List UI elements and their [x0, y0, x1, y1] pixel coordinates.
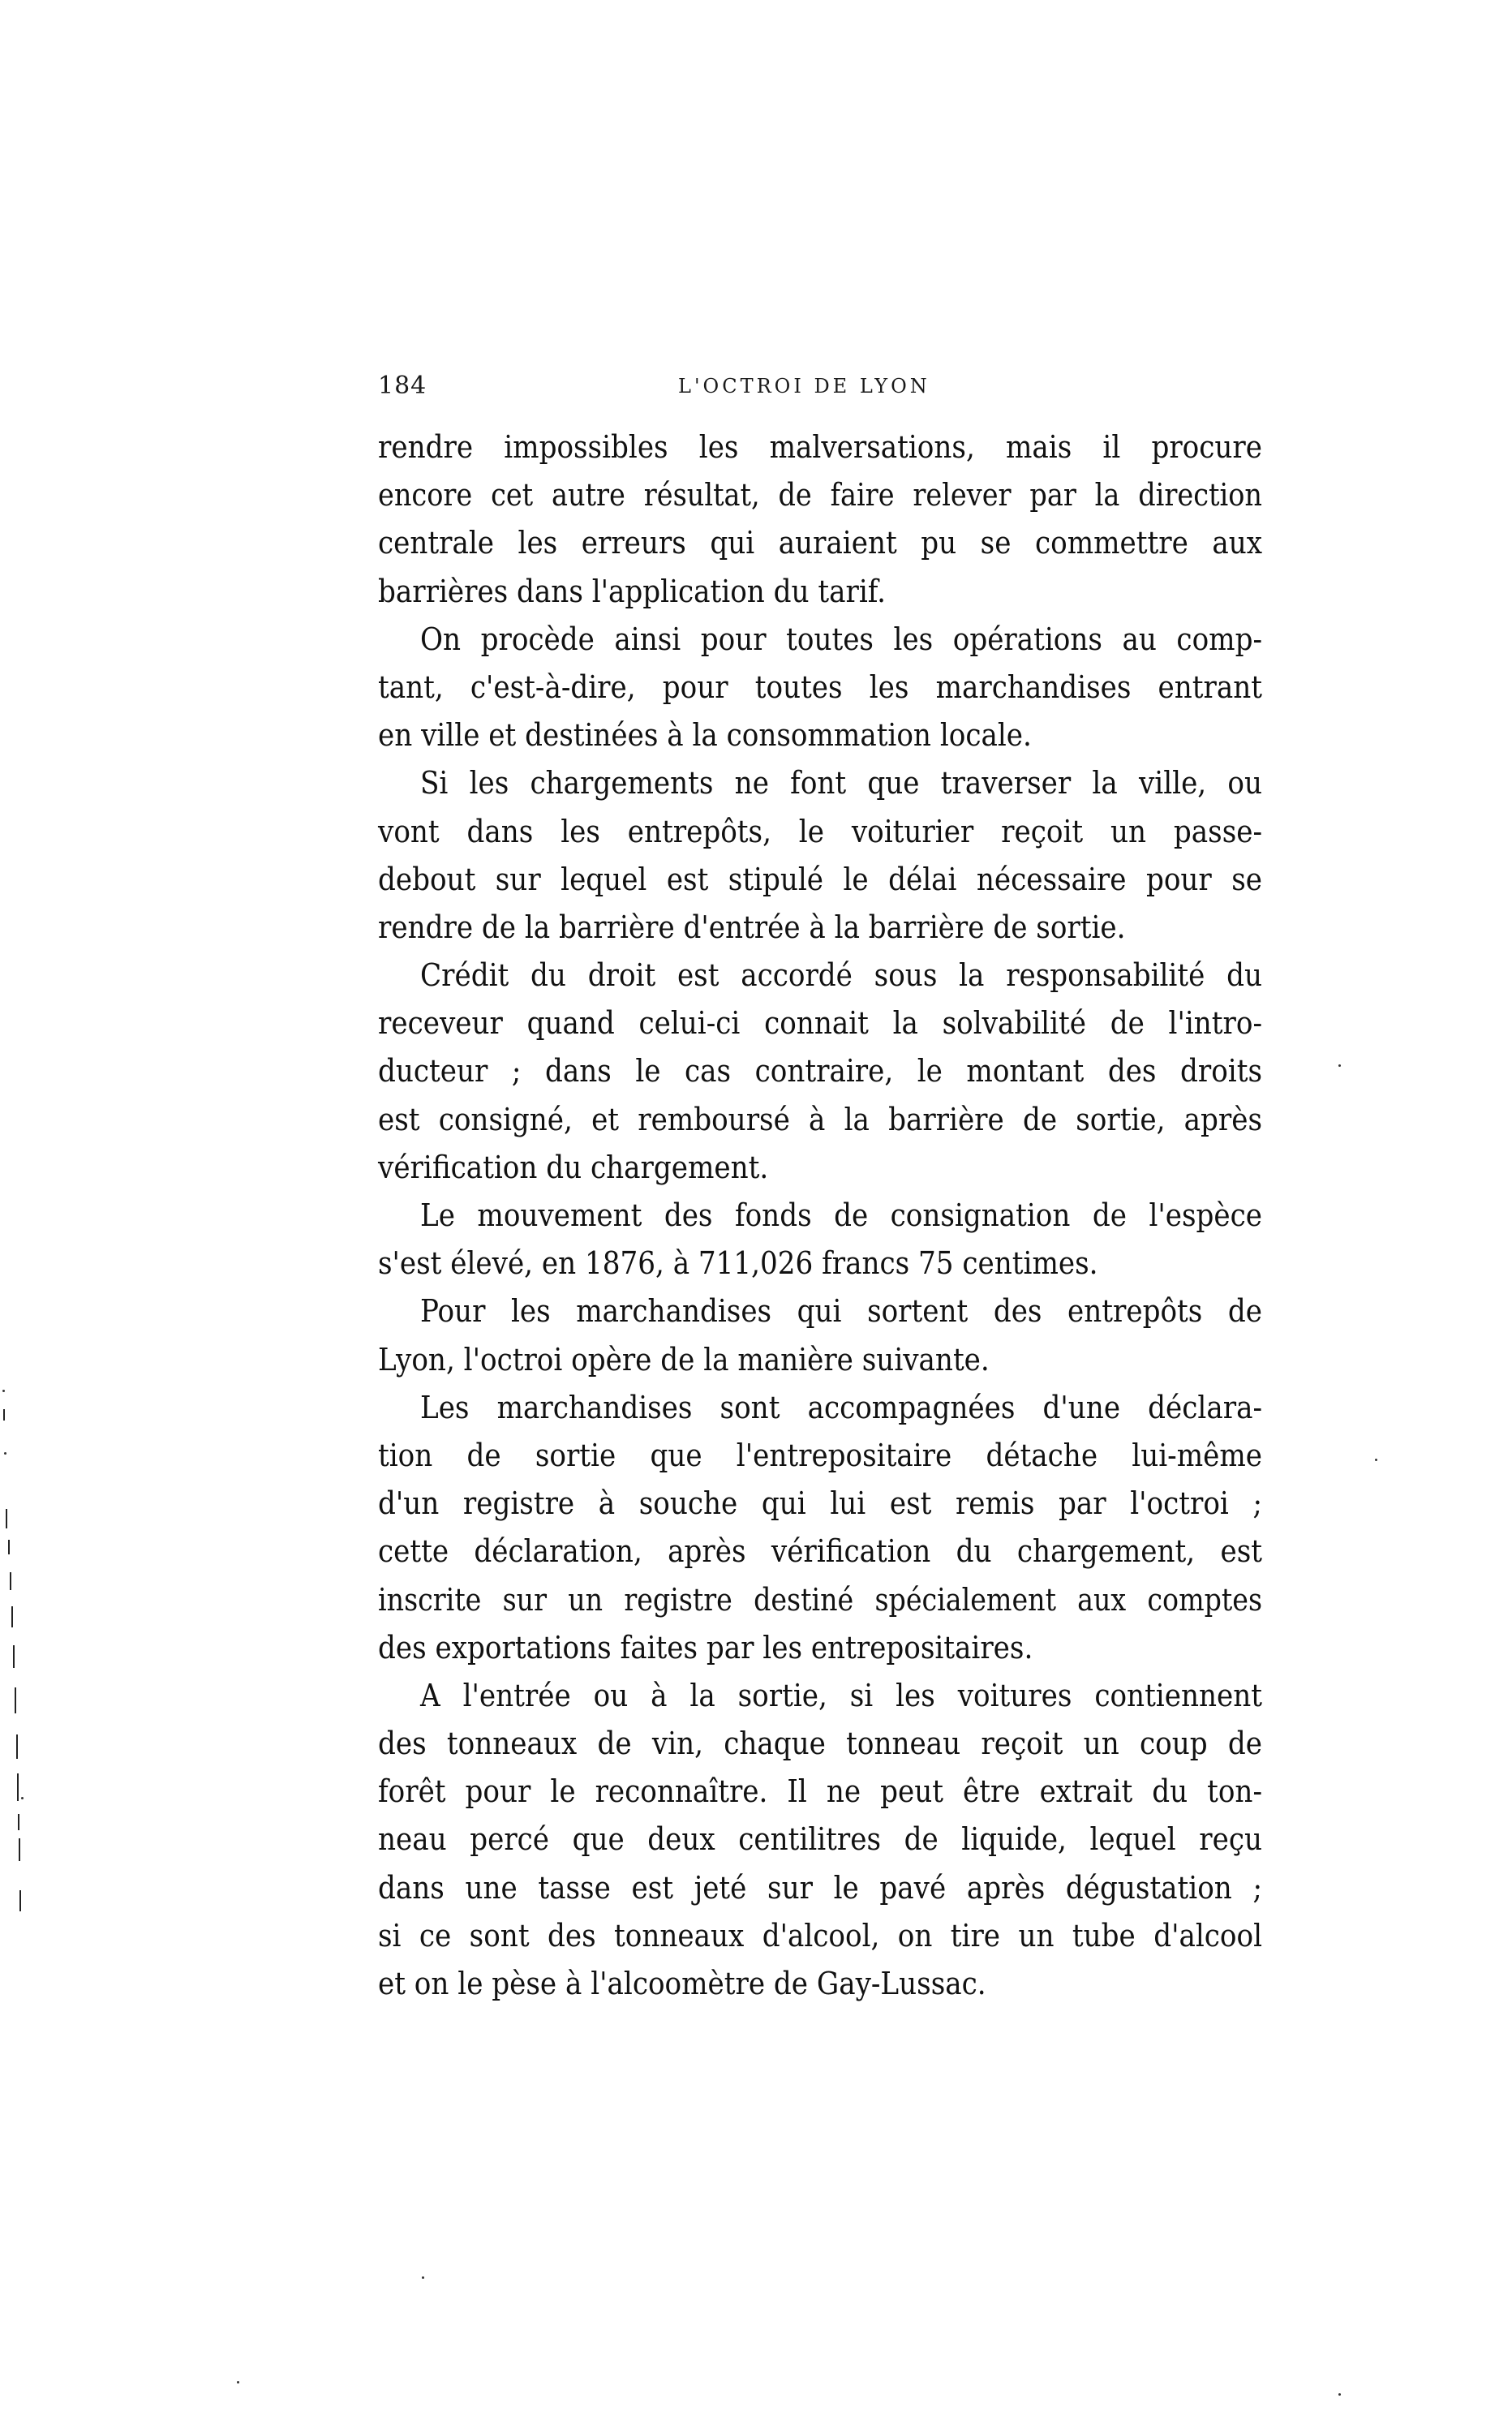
- text-line: des tonneaux de vin, chaque tonneau reçoit un coup de: [378, 1726, 1262, 1762]
- scan-speck: [237, 2381, 239, 2383]
- text-line: est consigné, et remboursé à la barrière de sortie, après: [378, 1101, 1262, 1137]
- page-number: 184: [378, 372, 427, 400]
- text-line: tant, c'est-à-dire, pour toutes les marchandises entrant: [378, 668, 1262, 705]
- text-line: cette déclaration, après vérification du chargement, est: [378, 1533, 1262, 1570]
- text-line: On procède ainsi pour toutes les opérations au comp-: [420, 621, 1262, 657]
- text-line: s'est élevé, en 1876, à 711,026 francs 75 centimes.: [378, 1245, 1098, 1282]
- text-line: Si les chargements ne font que traverser la ville, ou: [420, 765, 1262, 802]
- text-line: Le mouvement des fonds de consignation de l'espèce: [420, 1197, 1262, 1233]
- text-line: rendre impossibles les malversations, mais il procure: [378, 429, 1262, 465]
- text-line: vont dans les entrepôts, le voiturier reçoit un passe-: [378, 813, 1262, 849]
- scan-speck: [422, 2276, 424, 2279]
- paragraph: [378, 616, 1262, 760]
- text-line: barrières dans l'application du tarif.: [378, 573, 886, 609]
- body-text: [378, 423, 1262, 2008]
- paragraph: [378, 423, 1262, 616]
- text-line: dans une tasse est jeté sur le pavé après dégustation ;: [378, 1869, 1262, 1906]
- scan-speck: [1338, 2393, 1341, 2396]
- text-line: en ville et destinées à la consommation locale.: [378, 717, 1032, 754]
- text-line: des exportations faites par les entrepositaires.: [378, 1629, 1033, 1666]
- text-line: centrale les erreurs qui auraient pu se commettre aux: [378, 525, 1262, 561]
- text-line: receveur quand celui-ci connait la solvabilité de l'intro-: [378, 1005, 1262, 1042]
- paragraph: [378, 1192, 1262, 1287]
- scan-speck: [1375, 1459, 1377, 1461]
- text-line: neau percé que deux centilitres de liquide, lequel reçu: [378, 1821, 1262, 1858]
- paragraph: [378, 1287, 1262, 1383]
- paragraph: [378, 1672, 1262, 2008]
- text-line: ducteur ; dans le cas contraire, le montant des droits: [378, 1053, 1262, 1090]
- running-head: [378, 372, 1262, 412]
- text-line: et on le pèse à l'alcoomètre de Gay-Lussac.: [378, 1966, 986, 2001]
- text-line: si ce sont des tonneaux d'alcool, on tire un tube d'alcool: [378, 1917, 1262, 1954]
- running-title: L'OCTROI DE LYON: [678, 375, 930, 398]
- paragraph: [378, 1384, 1262, 1672]
- paragraph: [378, 952, 1262, 1192]
- scan-margin-artifacts: [0, 0, 32, 2420]
- text-line: forêt pour le reconnaître. Il ne peut être extrait du ton-: [378, 1773, 1262, 1810]
- text-line: Les marchandises sont accompagnées d'une déclara-: [420, 1389, 1262, 1425]
- text-line: encore cet autre résultat, de faire relever par la direction: [378, 477, 1262, 514]
- text-line: tion de sortie que l'entrepositaire détache lui-même: [378, 1437, 1262, 1473]
- scan-speck: [1338, 1064, 1341, 1067]
- text-line: vérification du chargement.: [378, 1149, 769, 1185]
- text-line: A l'entrée ou à la sortie, si les voitures contiennent: [420, 1677, 1262, 1713]
- text-line: rendre de la barrière d'entrée à la barrière de sortie.: [378, 909, 1126, 945]
- paragraph: [378, 759, 1262, 952]
- text-line: inscrite sur un registre destiné spécialement aux comptes: [378, 1581, 1263, 1618]
- text-line: Pour les marchandises qui sortent des entrepôts de: [420, 1293, 1262, 1330]
- text-line: Crédit du droit est accordé sous la responsabilité du: [420, 957, 1262, 994]
- text-line: debout sur lequel est stipulé le délai nécessaire pour se: [378, 861, 1262, 897]
- text-line: Lyon, l'octroi opère de la manière suivante.: [378, 1341, 990, 1378]
- text-line: d'un registre à souche qui lui est remis par l'octroi ;: [378, 1485, 1262, 1522]
